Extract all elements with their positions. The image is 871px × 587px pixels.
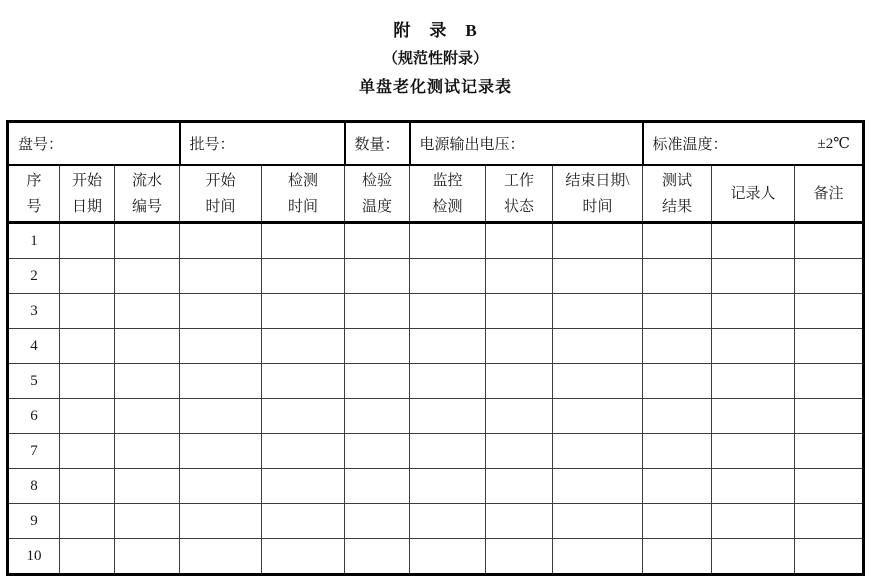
empty-cell-serial-no <box>114 223 179 259</box>
standard-temp-value: ±2℃ <box>817 136 851 152</box>
empty-cell-remarks <box>795 399 864 434</box>
empty-cell-start-time <box>180 434 262 469</box>
empty-cell-check-temp <box>345 223 410 259</box>
appendix-title: 附 录 B <box>393 21 478 40</box>
empty-cell-serial-no <box>114 434 179 469</box>
empty-cell-start-time <box>180 259 262 294</box>
empty-cell-end-datetime <box>553 469 643 504</box>
empty-cell-end-datetime <box>553 539 643 575</box>
empty-cell-end-datetime <box>553 223 643 259</box>
empty-cell-monitor-check <box>410 504 486 539</box>
empty-cell-check-time <box>262 504 345 539</box>
empty-cell-start-time <box>180 294 262 329</box>
table-row <box>7 259 863 294</box>
col-header-start-date: 开始 日期 <box>59 165 114 223</box>
empty-cell-check-time <box>262 399 345 434</box>
empty-cell-recorder <box>712 223 795 259</box>
appendix-subtitle: （规范性附录） <box>382 51 488 67</box>
batch-no-cell: 批号： <box>180 122 345 166</box>
empty-cell-start-date <box>59 223 114 259</box>
table-row <box>7 364 863 399</box>
empty-cell-work-status <box>486 223 553 259</box>
empty-cell-monitor-check <box>410 434 486 469</box>
empty-cell-end-datetime <box>553 259 643 294</box>
row-number-cell: 9 <box>7 504 59 539</box>
empty-cell-serial-no <box>114 539 179 575</box>
standard-temp-cell <box>643 122 864 166</box>
table-row <box>7 469 863 504</box>
col-header-seq-no: 序 号 <box>7 165 59 223</box>
empty-cell-monitor-check <box>410 294 486 329</box>
empty-cell-check-time <box>262 434 345 469</box>
row-number-cell: 6 <box>7 399 59 434</box>
empty-cell-test-result <box>643 504 712 539</box>
empty-cell-recorder <box>712 434 795 469</box>
empty-cell-monitor-check <box>410 469 486 504</box>
empty-cell-start-time <box>180 329 262 364</box>
table-row <box>7 399 863 434</box>
form-title: 单盘老化测试记录表 <box>358 79 512 96</box>
column-header-row <box>7 165 863 223</box>
empty-cell-recorder <box>712 539 795 575</box>
empty-cell-check-temp <box>345 434 410 469</box>
empty-cell-monitor-check <box>410 223 486 259</box>
empty-cell-end-datetime <box>553 364 643 399</box>
empty-cell-serial-no <box>114 259 179 294</box>
empty-cell-work-status <box>486 364 553 399</box>
empty-cell-check-temp <box>345 469 410 504</box>
empty-cell-check-temp <box>345 399 410 434</box>
empty-cell-remarks <box>795 539 864 575</box>
empty-cell-check-time <box>262 364 345 399</box>
empty-cell-test-result <box>643 329 712 364</box>
empty-cell-recorder <box>712 294 795 329</box>
col-header-recorder: 记录人 <box>712 165 795 223</box>
title-block <box>0 0 871 102</box>
empty-cell-start-time <box>180 399 262 434</box>
empty-cell-start-date <box>59 469 114 504</box>
empty-cell-remarks <box>795 434 864 469</box>
empty-cell-test-result <box>643 399 712 434</box>
empty-cell-check-time <box>262 539 345 575</box>
empty-cell-check-temp <box>345 259 410 294</box>
empty-cell-check-time <box>262 259 345 294</box>
aging-test-record-table <box>6 120 865 576</box>
col-header-start-time: 开始 时间 <box>180 165 262 223</box>
empty-cell-remarks <box>795 364 864 399</box>
empty-cell-check-temp <box>345 364 410 399</box>
empty-cell-end-datetime <box>553 434 643 469</box>
row-number-cell: 2 <box>7 259 59 294</box>
empty-cell-work-status <box>486 294 553 329</box>
empty-cell-serial-no <box>114 469 179 504</box>
empty-cell-start-time <box>180 364 262 399</box>
empty-cell-monitor-check <box>410 259 486 294</box>
empty-cell-recorder <box>712 259 795 294</box>
empty-cell-end-datetime <box>553 399 643 434</box>
col-header-monitor-check: 监控 检测 <box>410 165 486 223</box>
empty-cell-check-temp <box>345 504 410 539</box>
col-header-check-time: 检测 时间 <box>262 165 345 223</box>
empty-cell-monitor-check <box>410 364 486 399</box>
table-row <box>7 294 863 329</box>
empty-cell-end-datetime <box>553 294 643 329</box>
row-number-cell: 5 <box>7 364 59 399</box>
standard-temp-wrap <box>644 133 863 154</box>
empty-cell-check-temp <box>345 294 410 329</box>
empty-cell-check-time <box>262 469 345 504</box>
empty-cell-test-result <box>643 364 712 399</box>
col-header-serial-no: 流水 编号 <box>114 165 179 223</box>
row-number-cell: 10 <box>7 539 59 575</box>
empty-cell-test-result <box>643 294 712 329</box>
empty-cell-end-datetime <box>553 329 643 364</box>
empty-cell-work-status <box>486 259 553 294</box>
row-number-cell: 4 <box>7 329 59 364</box>
empty-cell-start-date <box>59 504 114 539</box>
empty-cell-start-date <box>59 294 114 329</box>
empty-cell-serial-no <box>114 294 179 329</box>
empty-cell-recorder <box>712 329 795 364</box>
empty-cell-remarks <box>795 259 864 294</box>
empty-cell-check-temp <box>345 539 410 575</box>
empty-cell-recorder <box>712 469 795 504</box>
empty-cell-remarks <box>795 469 864 504</box>
empty-cell-recorder <box>712 364 795 399</box>
empty-cell-serial-no <box>114 399 179 434</box>
empty-cell-start-date <box>59 259 114 294</box>
empty-cell-check-time <box>262 329 345 364</box>
empty-cell-start-date <box>59 329 114 364</box>
table-row <box>7 223 863 259</box>
quantity-cell: 数量： <box>345 122 410 166</box>
empty-cell-start-date <box>59 539 114 575</box>
empty-cell-test-result <box>643 223 712 259</box>
power-voltage-cell: 电源输出电压： <box>410 122 643 166</box>
row-number-cell: 7 <box>7 434 59 469</box>
table-row <box>7 329 863 364</box>
disk-no-cell: 盘号： <box>7 122 179 166</box>
empty-cell-remarks <box>795 329 864 364</box>
empty-cell-remarks <box>795 294 864 329</box>
empty-cell-test-result <box>643 259 712 294</box>
table-row <box>7 434 863 469</box>
empty-cell-work-status <box>486 539 553 575</box>
col-header-check-temp: 检验 温度 <box>345 165 410 223</box>
table-row <box>7 504 863 539</box>
row-number-cell: 8 <box>7 469 59 504</box>
empty-cell-monitor-check <box>410 539 486 575</box>
row-number-cell: 1 <box>7 223 59 259</box>
empty-cell-monitor-check <box>410 399 486 434</box>
empty-cell-work-status <box>486 469 553 504</box>
empty-cell-remarks <box>795 223 864 259</box>
col-header-test-result: 测试 结果 <box>643 165 712 223</box>
empty-cell-start-date <box>59 364 114 399</box>
empty-cell-start-time <box>180 469 262 504</box>
empty-cell-start-date <box>59 399 114 434</box>
empty-cell-start-time <box>180 539 262 575</box>
empty-cell-start-time <box>180 223 262 259</box>
col-header-work-status: 工作 状态 <box>486 165 553 223</box>
empty-cell-check-time <box>262 294 345 329</box>
empty-cell-work-status <box>486 399 553 434</box>
empty-cell-start-time <box>180 504 262 539</box>
empty-cell-end-datetime <box>553 504 643 539</box>
empty-cell-work-status <box>486 329 553 364</box>
form-info-row <box>7 122 863 166</box>
empty-cell-monitor-check <box>410 329 486 364</box>
empty-cell-start-date <box>59 434 114 469</box>
record-rows <box>7 223 863 575</box>
col-header-end-datetime: 结束日期\ 时间 <box>553 165 643 223</box>
empty-cell-test-result <box>643 434 712 469</box>
empty-cell-test-result <box>643 469 712 504</box>
empty-cell-check-temp <box>345 329 410 364</box>
standard-temp-label: 标准温度： <box>652 137 728 153</box>
empty-cell-serial-no <box>114 504 179 539</box>
empty-cell-test-result <box>643 539 712 575</box>
empty-cell-serial-no <box>114 364 179 399</box>
empty-cell-remarks <box>795 504 864 539</box>
empty-cell-work-status <box>486 434 553 469</box>
empty-cell-check-time <box>262 223 345 259</box>
empty-cell-work-status <box>486 504 553 539</box>
table-row <box>7 539 863 575</box>
empty-cell-serial-no <box>114 329 179 364</box>
empty-cell-recorder <box>712 399 795 434</box>
col-header-remarks: 备注 <box>795 165 864 223</box>
empty-cell-recorder <box>712 504 795 539</box>
row-number-cell: 3 <box>7 294 59 329</box>
